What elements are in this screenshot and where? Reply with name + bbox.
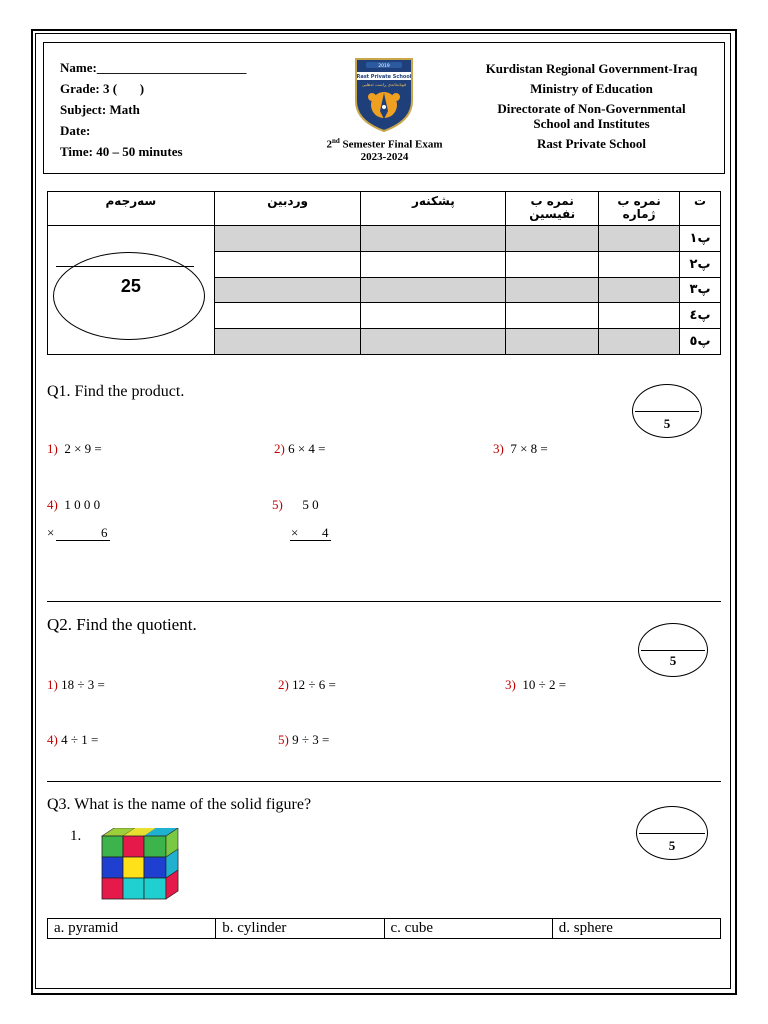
- q1-title: Q1. Find the product.: [47, 383, 185, 400]
- svg-text:Rast Private School: Rast Private School: [356, 74, 412, 80]
- row-label-p1: پ١: [680, 226, 721, 252]
- q1-item-3: [493, 441, 548, 457]
- time-label: Time: 40 – 50 minutes: [60, 144, 183, 159]
- item-text: 10 ÷ 2 =: [515, 677, 567, 692]
- q2-score-value: 5: [669, 653, 677, 668]
- score-cell[interactable]: [214, 329, 361, 355]
- total-score-cell: [48, 226, 215, 355]
- score-cell[interactable]: [599, 226, 680, 252]
- header-question: ت: [680, 192, 721, 226]
- section-divider: [47, 781, 721, 782]
- school-logo: [352, 55, 416, 133]
- item-text: 1 0 0 0: [57, 497, 101, 512]
- subject-label: Subject: Math: [60, 102, 140, 117]
- item-text: 18 ÷ 3 =: [57, 677, 105, 692]
- total-score-divider: [56, 266, 194, 267]
- q2-item-1: [47, 677, 105, 693]
- q2-item-5: [278, 732, 329, 748]
- q1-item-4-multiplier: 6: [101, 525, 108, 540]
- score-cell[interactable]: [361, 303, 506, 329]
- row-label-p5: پ٥: [680, 329, 721, 355]
- institution-info: [464, 61, 719, 156]
- grade-field[interactable]: Grade: 3 ( ): [60, 81, 145, 96]
- q2-title: Q2. Find the quotient.: [47, 615, 197, 634]
- name-field[interactable]: Name:_______________________: [60, 60, 247, 75]
- item-number: 2): [274, 441, 285, 456]
- q1-score-divider: [635, 411, 699, 412]
- score-cell[interactable]: [214, 226, 361, 252]
- choice-c[interactable]: c. cube: [384, 919, 552, 939]
- exam-title: [302, 135, 467, 163]
- q1-item-4: [47, 497, 100, 513]
- score-table-header-row: [48, 192, 721, 226]
- score-cell[interactable]: [506, 277, 599, 303]
- row-label-p3: پ٣: [680, 277, 721, 303]
- q1-item-5: [272, 497, 319, 513]
- exam-ordinal: 2: [326, 138, 332, 151]
- item-number: 3): [505, 677, 516, 692]
- student-info: [60, 57, 246, 162]
- header-reviewer: وردبین: [214, 192, 361, 226]
- choice-b[interactable]: b. cylinder: [216, 919, 384, 939]
- ministry-label: Ministry of Education: [530, 81, 653, 96]
- q1-score-value: 5: [663, 416, 671, 431]
- school-name-label: Rast Private School: [536, 136, 647, 151]
- q2-item-2: [278, 677, 336, 693]
- q3-score-oval: [636, 806, 708, 860]
- q1-item-2: [274, 441, 326, 457]
- q1-item-4-answer-line: [56, 540, 110, 541]
- score-cell[interactable]: [599, 277, 680, 303]
- item-number: 5): [278, 732, 289, 747]
- score-cell[interactable]: [599, 303, 680, 329]
- item-text: 5 0: [282, 497, 319, 512]
- item-text: 6 × 4 =: [284, 441, 326, 456]
- header-score-words: نمرە ب نفیسین: [506, 192, 599, 226]
- q1-item-5-answer-line: [290, 540, 331, 541]
- item-number: 5): [272, 497, 283, 512]
- row-label-p4: پ٤: [680, 303, 721, 329]
- q1-score-oval: [632, 384, 702, 438]
- score-cell[interactable]: [361, 329, 506, 355]
- row-label-p2: پ٢: [680, 251, 721, 277]
- item-number: 4): [47, 732, 58, 747]
- q3-choices: [47, 918, 721, 939]
- item-text: 2 × 9 =: [57, 441, 102, 456]
- q2-score-divider: [641, 650, 705, 651]
- total-score-value: 25: [120, 276, 141, 296]
- q3-score-value: 5: [668, 838, 676, 853]
- exam-name: Semester Final Exam: [339, 138, 443, 151]
- item-text: 7 × 8 =: [503, 441, 548, 456]
- header-checker: پشکنەر: [361, 192, 506, 226]
- score-cell[interactable]: [214, 277, 361, 303]
- item-number: 1): [47, 441, 58, 456]
- score-cell[interactable]: [214, 303, 361, 329]
- q1-item-5-multiplier-sign: ×: [291, 525, 299, 540]
- choice-d[interactable]: d. sphere: [552, 919, 720, 939]
- item-number: 1): [47, 677, 58, 692]
- exam-header: [43, 42, 725, 174]
- q2-item-4: [47, 732, 98, 748]
- q2-score-oval: [638, 623, 708, 677]
- date-field[interactable]: Date:: [60, 123, 91, 138]
- svg-text:2019: 2019: [378, 64, 390, 69]
- q3-item-number: 1.: [70, 828, 82, 844]
- item-number: 4): [47, 497, 58, 512]
- q2-item-3: [505, 677, 566, 693]
- exam-year: 2023-2024: [360, 150, 409, 163]
- q1-item-4-multiplier-sign: ×: [47, 525, 55, 540]
- item-number: 3): [493, 441, 504, 456]
- government-label: Kurdistan Regional Government-Iraq: [485, 61, 698, 76]
- choice-a[interactable]: a. pyramid: [48, 919, 216, 939]
- score-cell[interactable]: [361, 251, 506, 277]
- item-text: 4 ÷ 1 =: [57, 732, 99, 747]
- score-cell[interactable]: [506, 251, 599, 277]
- svg-text:قوتابخانەی ڕاست ئەهلیی: قوتابخانەی ڕاست ئەهلیی: [361, 82, 407, 87]
- item-text: 9 ÷ 3 =: [288, 732, 330, 747]
- score-row: [48, 226, 721, 252]
- section-divider: [47, 601, 721, 602]
- q3-score-divider: [639, 833, 705, 834]
- directorate-label: Directorate of Non-Governmental: [497, 101, 686, 116]
- score-cell[interactable]: [599, 329, 680, 355]
- header-score-number: نمرە ب ژمارە: [599, 192, 680, 226]
- q1-item-1: [47, 441, 102, 457]
- score-cell[interactable]: [361, 226, 506, 252]
- item-number: 2): [278, 677, 289, 692]
- score-cell[interactable]: [506, 303, 599, 329]
- rubiks-cube-image: [100, 828, 180, 900]
- q3-title: Q3. What is the name of the solid figure?: [47, 796, 312, 813]
- score-cell[interactable]: [361, 277, 506, 303]
- directorate-label-2: School and Institutes: [533, 116, 650, 131]
- score-cell[interactable]: [214, 251, 361, 277]
- score-cell[interactable]: [506, 226, 599, 252]
- score-table: [47, 191, 721, 355]
- header-total: سەرجەم: [48, 192, 215, 226]
- score-cell[interactable]: [599, 251, 680, 277]
- exam-ordinal-suffix: nd: [331, 137, 340, 145]
- item-text: 12 ÷ 6 =: [288, 677, 336, 692]
- score-cell[interactable]: [506, 329, 599, 355]
- q1-item-5-multiplier: 4: [322, 525, 329, 540]
